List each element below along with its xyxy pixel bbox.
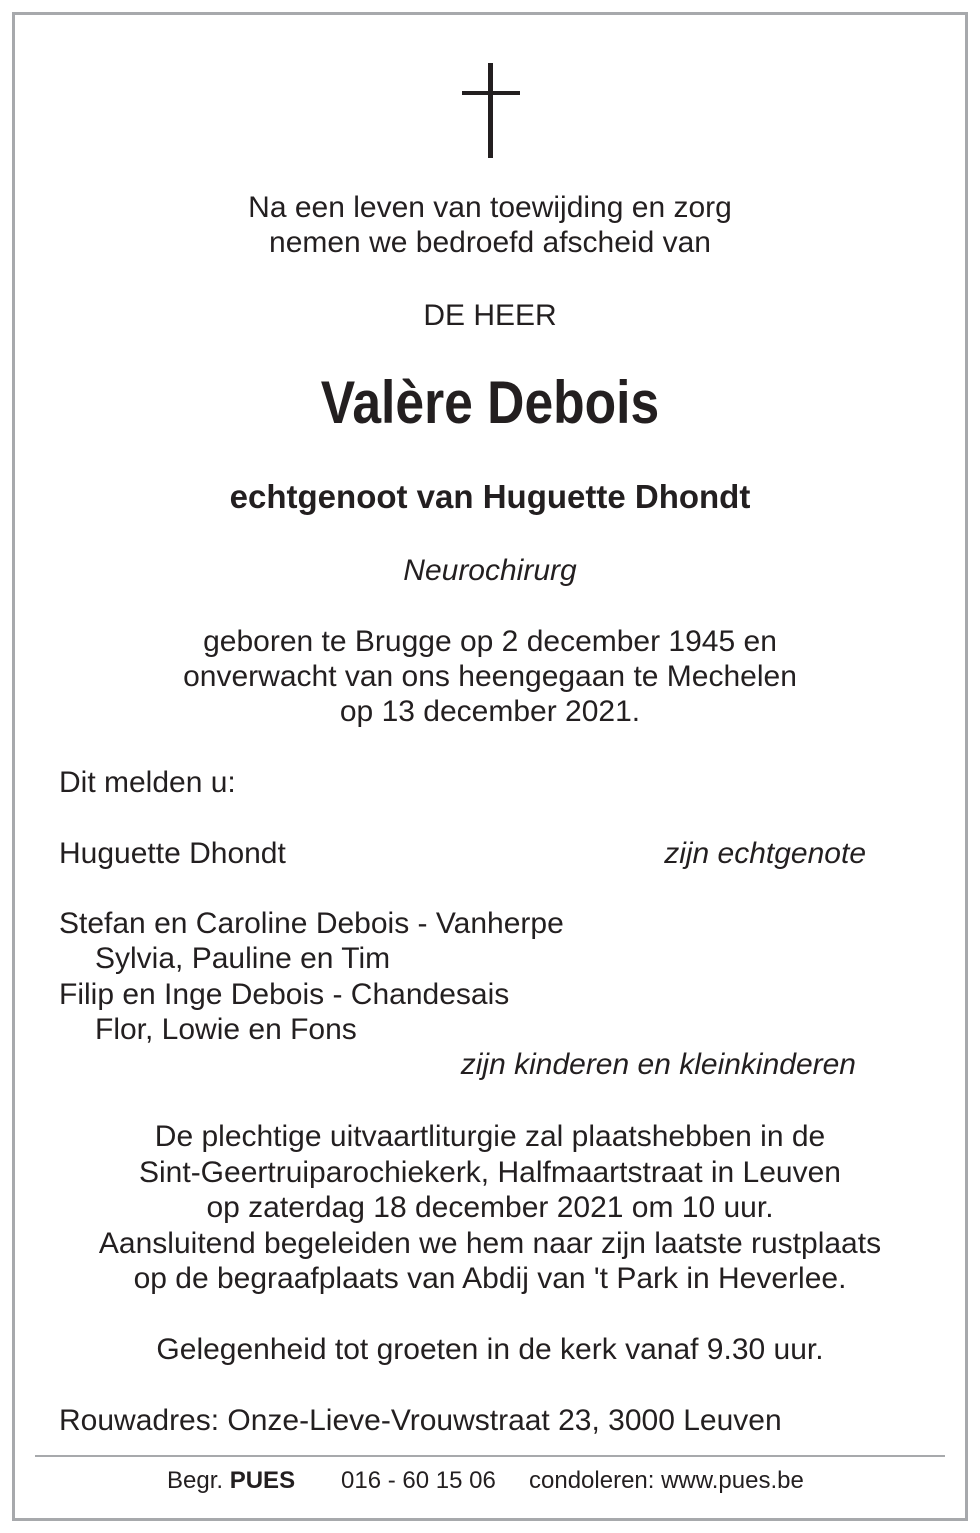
funeral-line-1: De plechtige uitvaartliturgie zal plaatshebben in de xyxy=(154,1120,826,1153)
funeral-line-2: Sint-Geertruiparochiekerk, Halfmaartstraat in Leuven xyxy=(139,1156,841,1189)
announce-text: Dit melden u: xyxy=(59,766,236,799)
funeral-line-5: op de begraafplaats van Abdij van 't Park in Heverlee. xyxy=(133,1262,847,1295)
deceased-name: Valère Debois xyxy=(320,369,660,436)
spouse-relation: zijn echtgenote xyxy=(664,837,866,870)
footer-company: PUES xyxy=(229,1467,296,1494)
funeral-line-4: Aansluitend begeleiden we hem naar zijn laatste rustplaats xyxy=(98,1227,882,1260)
funeral-line-3: op zaterdag 18 december 2021 om 10 uur. xyxy=(206,1191,774,1224)
children-relation: zijn kinderen en kleinkinderen xyxy=(460,1048,856,1081)
mourning-address: Rouwadres: Onze-Lieve-Vrouwstraat 23, 3000 Leuven xyxy=(59,1404,782,1437)
footer-condolence-link[interactable]: condoleren: www.pues.be xyxy=(529,1467,804,1494)
children-line-1: Stefan en Caroline Debois - Vanherpe xyxy=(59,907,564,940)
honorific: DE HEER xyxy=(423,299,557,332)
children-line-3: Filip en Inge Debois - Chandesais xyxy=(59,978,510,1011)
children-line-4: Flor, Lowie en Fons xyxy=(95,1013,357,1046)
spouse-name: Huguette Dhondt xyxy=(59,837,286,870)
intro-line-1: Na een leven van toewijding en zorg xyxy=(248,191,732,224)
footer-prefix: Begr. xyxy=(167,1467,224,1494)
footer-divider xyxy=(35,1455,945,1457)
children-line-2: Sylvia, Pauline en Tim xyxy=(95,942,391,975)
footer-undertaker xyxy=(167,1466,295,1496)
birth-line-3: op 13 december 2021. xyxy=(339,695,641,728)
spouse-line: echtgenoot van Huguette Dhondt xyxy=(229,478,751,515)
intro-line-2: nemen we bedroefd afscheid van xyxy=(269,226,711,259)
greeting-text: Gelegenheid tot groeten in de kerk vanaf 9.30 uur. xyxy=(156,1333,824,1366)
footer-phone: 016 - 60 15 06 xyxy=(341,1467,496,1494)
profession: Neurochirurg xyxy=(403,554,577,587)
cross-icon xyxy=(461,63,521,159)
birth-line-1: geboren te Brugge op 2 december 1945 en xyxy=(203,625,777,658)
birth-line-2: onverwacht van ons heengegaan te Mechelen xyxy=(183,660,797,693)
